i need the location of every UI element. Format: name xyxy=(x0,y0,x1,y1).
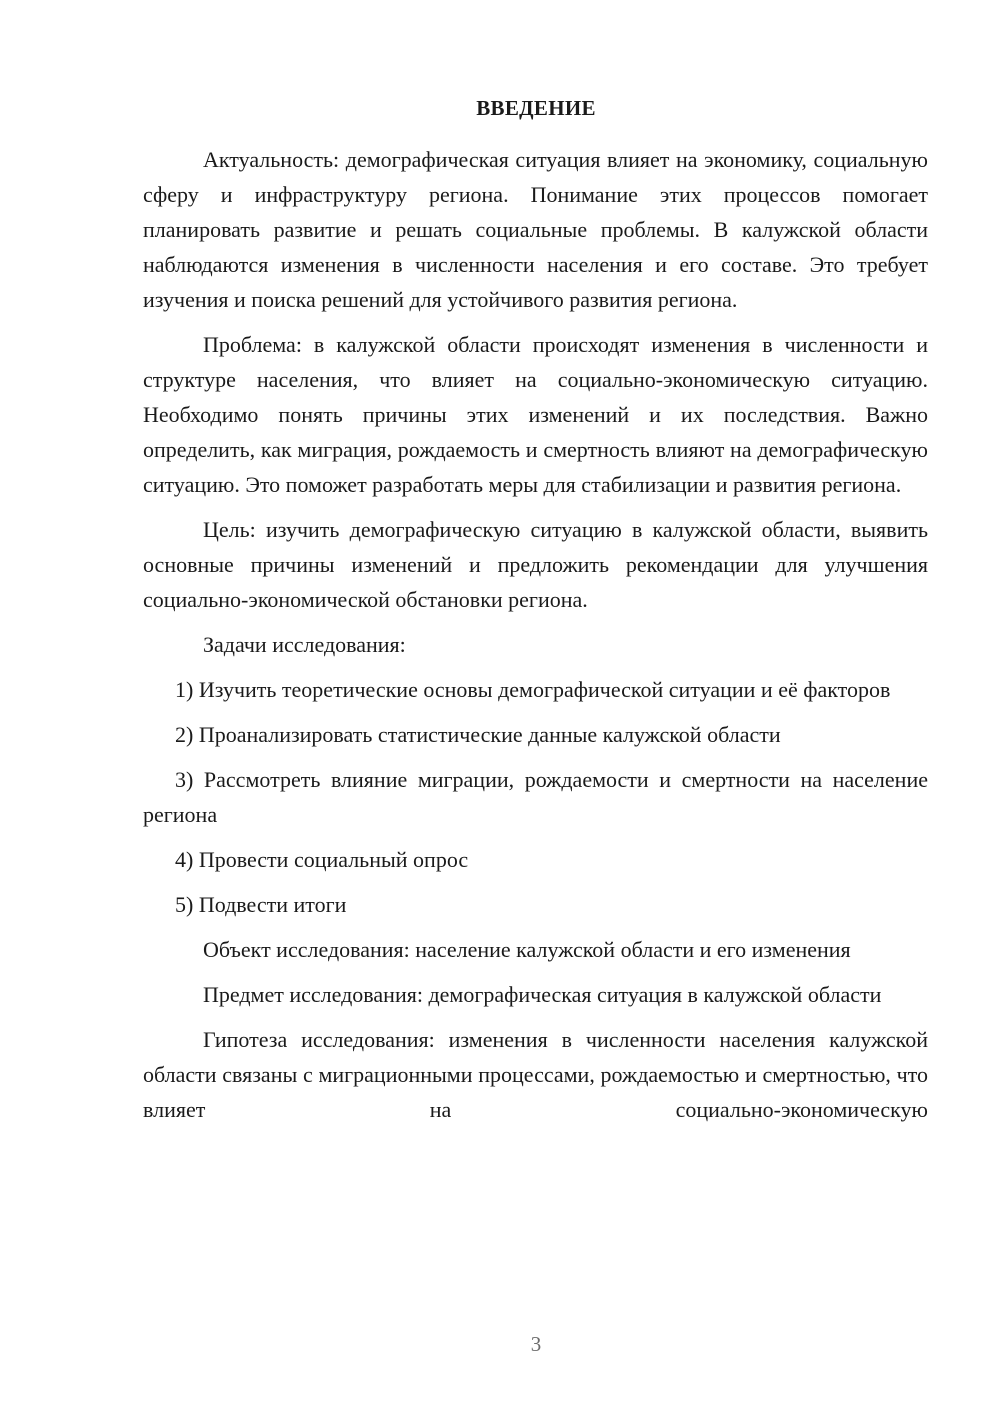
task-item-4: 4) Провести социальный опрос xyxy=(175,847,469,872)
task-item-2: 2) Проанализировать статистические данные калужской области xyxy=(175,722,781,747)
page-number: 3 xyxy=(530,1332,542,1356)
task-item-5: 5) Подвести итоги xyxy=(175,892,347,917)
paragraph-tasks-heading: Задачи исследования: xyxy=(203,632,406,657)
task-item-1: 1) Изучить теоретические основы демографической ситуации и её факторов xyxy=(175,677,891,702)
body-text xyxy=(143,142,928,1127)
paragraph-goal: Цель: изучить демографическую ситуацию в калужской области, выявить основные причины изменений и предложить рекомендации для улучшения социально-экономической обстановки региона. xyxy=(143,517,928,612)
paragraph-subject: Предмет исследования: демографическая ситуация в калужской области xyxy=(203,982,882,1007)
section-title: ВВЕДЕНИЕ xyxy=(476,96,596,120)
paragraph-relevance: Актуальность: демографическая ситуация влияет на экономику, социальную сферу и инфраструктуру региона. Понимание этих процессов помогает планировать развитие и решать социальные проблемы. В калужской области наблюдаются изменения в численности населения и его составе. Это требует изучения и поиска решений для устойчивого развития региона. xyxy=(143,147,928,312)
paragraph-hypothesis: Гипотеза исследования: изменения в численности населения калужской области связаны с миграционными процессами, рождаемостью и смертностью, что влияет на социально-экономическую xyxy=(143,1027,928,1122)
task-item-3: 3) Рассмотреть влияние миграции, рождаемости и смертности на население региона xyxy=(143,767,928,827)
paragraph-object: Объект исследования: население калужской области и его изменения xyxy=(203,937,851,962)
paragraph-problem: Проблема: в калужской области происходят изменения в численности и структуре населения, что влияет на социально-экономическую ситуацию. Необходимо понять причины этих изменений и их последствия. Важно определить, как миграция, рождаемость и смертность влияют на демографическую ситуацию. Это поможет разработать меры для стабилизации и развития региона. xyxy=(143,332,928,497)
